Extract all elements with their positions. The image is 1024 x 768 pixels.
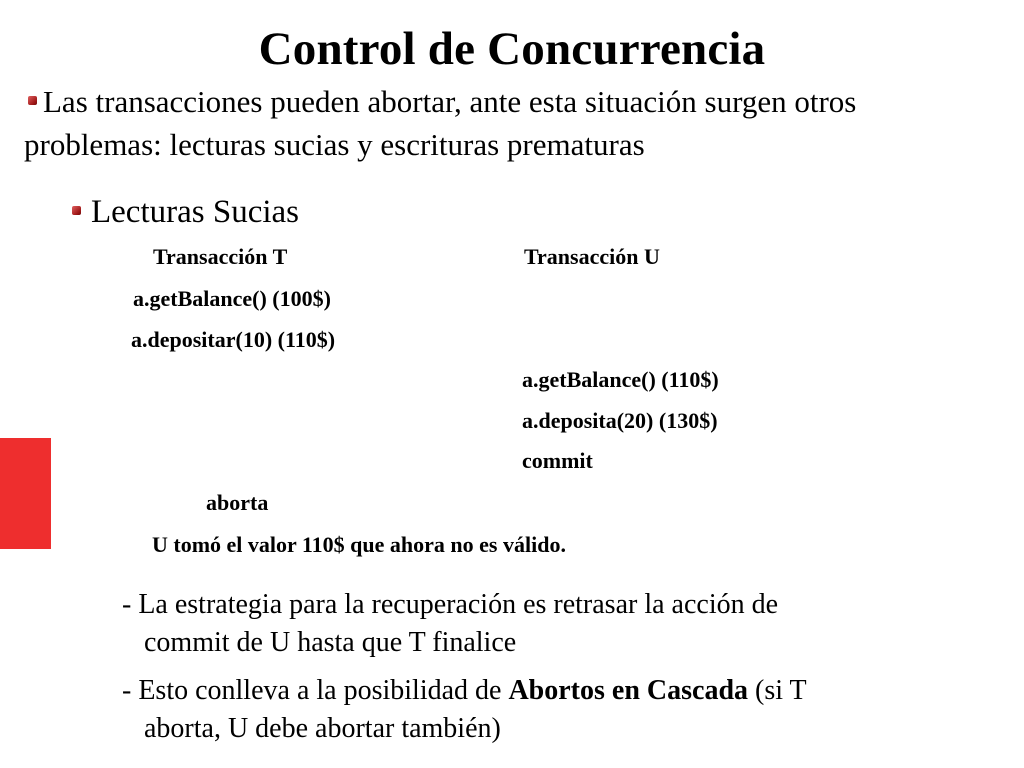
note-cascade-line-1: [122, 672, 1002, 710]
header-transaction-u: Transacción U: [524, 244, 660, 269]
note-recovery-line-2: commit de U hasta que T finalice: [144, 627, 517, 658]
intro-paragraph: [24, 80, 984, 166]
t-step-get-balance: a.getBalance() (100$): [133, 286, 331, 311]
intro-text: Las transacciones pueden abortar, ante esta situación surgen otros problemas: lecturas sucias y escrituras prematuras: [24, 84, 857, 162]
slide-title: Control de Concurrencia: [258, 23, 766, 75]
bullet-icon: [28, 96, 37, 105]
subheading: [72, 192, 299, 232]
t-step-depositar: a.depositar(10) (110$): [131, 327, 336, 352]
bullet-icon: [72, 206, 81, 215]
t-step-aborta: aborta: [206, 490, 269, 515]
accent-block: [0, 438, 51, 549]
note-cascade-pre: - Esto conlleva a la posibilidad de: [122, 675, 509, 706]
note-cascade-line-2: aborta, U debe abortar también): [144, 713, 501, 744]
note-recovery-strategy: [122, 586, 1002, 662]
header-transaction-t: Transacción T: [153, 244, 288, 269]
conclusion-text: U tomó el valor 110$ que ahora no es válido.: [152, 532, 566, 557]
u-step-deposita: a.deposita(20) (130$): [522, 408, 718, 433]
subheading-text: Lecturas Sucias: [91, 194, 300, 230]
note-cascading-aborts: [122, 672, 1002, 748]
note-recovery-line-1: - La estrategia para la recuperación es retrasar la acción de: [122, 589, 779, 620]
note-cascade-term: Abortos en Cascada: [508, 675, 749, 706]
u-step-get-balance: a.getBalance() (110$): [522, 367, 719, 392]
note-cascade-post: (si T: [748, 675, 807, 706]
u-step-commit: commit: [522, 448, 593, 473]
